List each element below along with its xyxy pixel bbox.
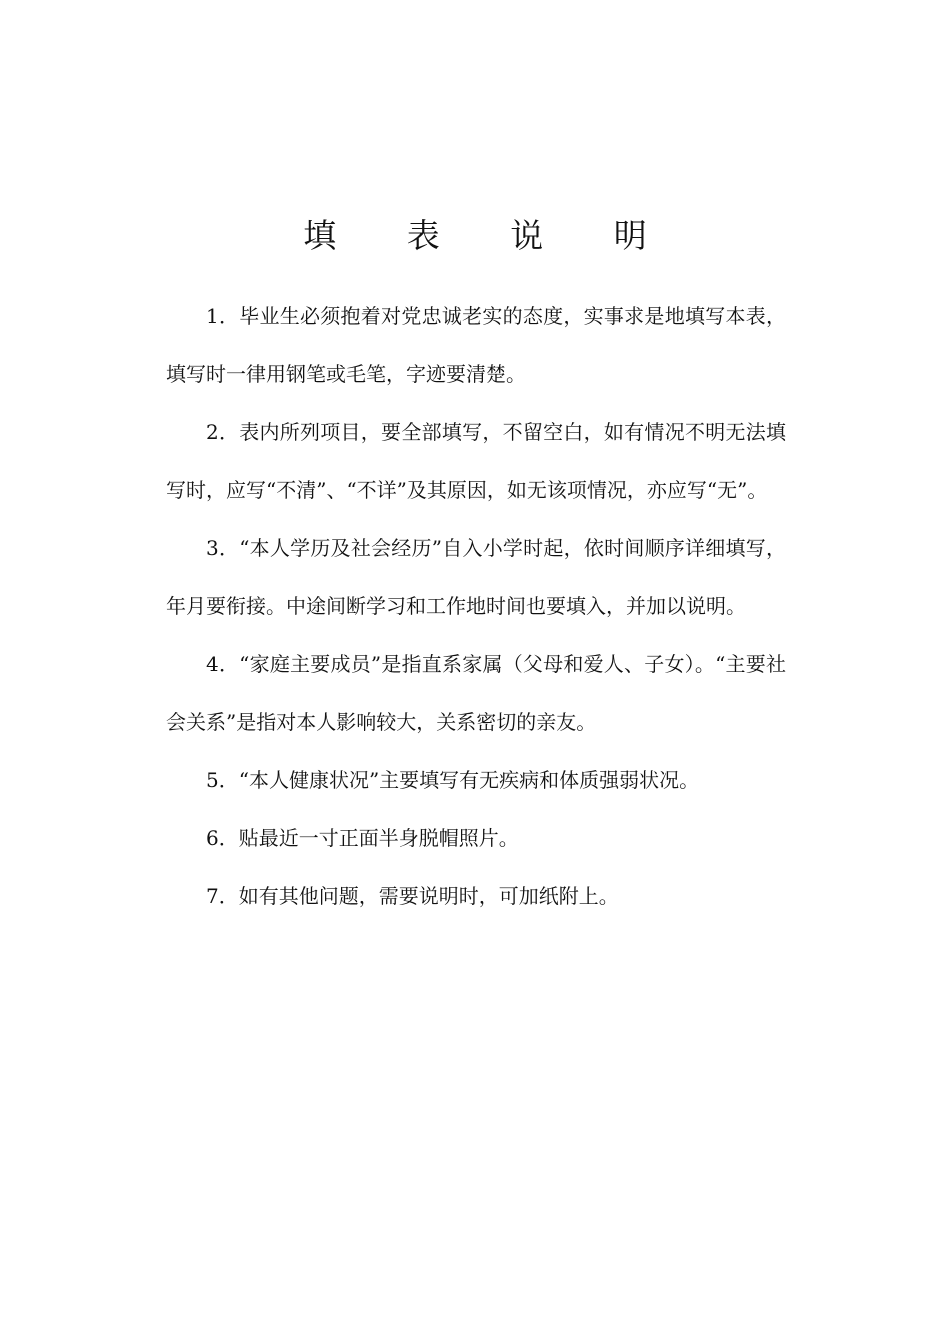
instruction-item-2: 2．表内所列项目，要全部填写，不留空白，如有情况不明无法填写时，应写“不清”、“不详”及其原因，如无该项情况，亦应写“无”。: [166, 420, 786, 502]
instruction-item-1: 1．毕业生必须抱着对党忠诚老实的态度，实事求是地填写本表，填写时一律用钢笔或毛笔，字迹要清楚。: [166, 304, 786, 386]
instruction-item-5: 5．“本人健康状况”主要填写有无疾病和体质强弱状况。: [206, 768, 700, 792]
page-title: 填 表 说 明: [303, 216, 677, 255]
instructions-list: [166, 287, 786, 925]
instruction-item-4: 4．“家庭主要成员”是指直系家属（父母和爱人、子女）。“主要社会关系”是指对本人影响较大，关系密切的亲友。: [166, 652, 786, 734]
instruction-item-3: 3．“本人学历及社会经历”自入小学时起，依时间顺序详细填写，年月要衔接。中途间断学习和工作地时间也要填入，并加以说明。: [166, 536, 786, 618]
instruction-item-6: 6．贴最近一寸正面半身脱帽照片。: [206, 826, 519, 850]
instruction-item-7: 7．如有其他问题，需要说明时，可加纸附上。: [206, 884, 619, 908]
